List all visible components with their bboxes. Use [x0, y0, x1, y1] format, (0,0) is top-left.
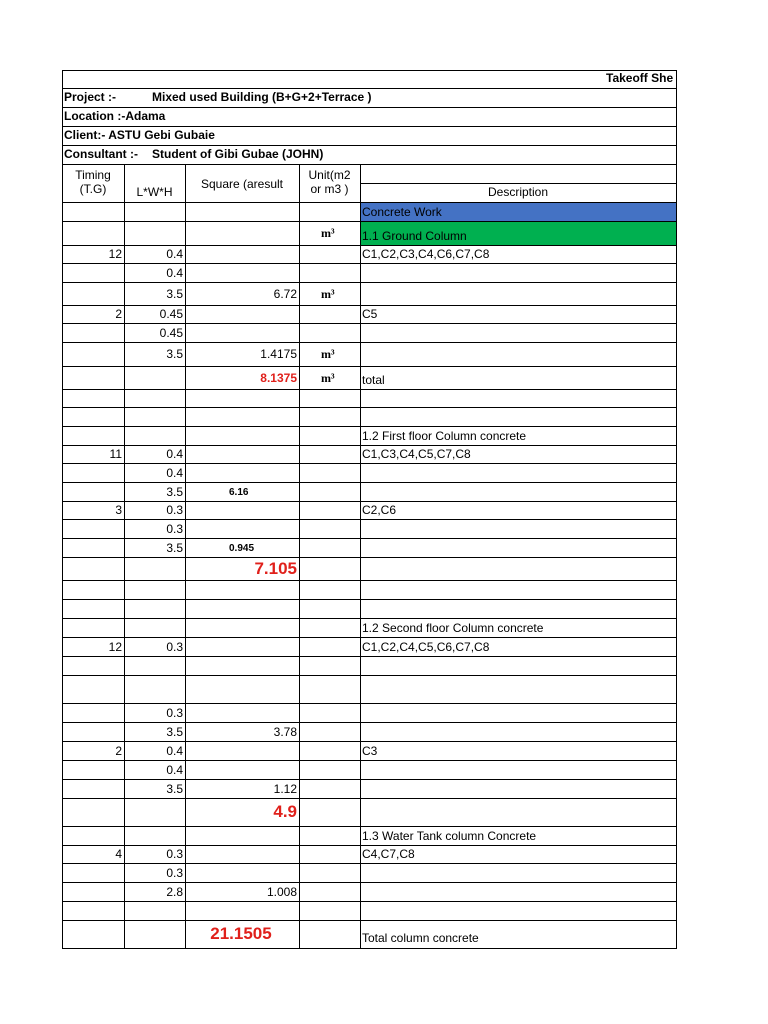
- square-cell: 1.008: [266, 884, 297, 899]
- description-cell: Concrete Work: [362, 204, 442, 219]
- timing-cell: 11: [109, 447, 122, 461]
- grid-hline: [62, 366, 676, 367]
- header-unit: Unit(m2 or m3 ): [308, 168, 351, 196]
- grid-hline: [62, 722, 676, 723]
- grid-hline: [62, 519, 676, 520]
- grid-hline: [62, 637, 676, 638]
- timing-cell: 4: [115, 847, 122, 861]
- square-cell: 7.105: [254, 558, 297, 578]
- grid-vline: [360, 164, 361, 949]
- grid-vline: [124, 164, 125, 949]
- lwh-cell: 0.4: [166, 265, 183, 280]
- square-cell: 1.12: [273, 781, 297, 796]
- timing-cell: 12: [108, 247, 122, 261]
- lwh-cell: 0.4: [166, 743, 183, 758]
- description-cell: 1.3 Water Tank column Concrete: [362, 828, 537, 843]
- lwh-cell: 2.8: [166, 884, 183, 899]
- grid-hline: [62, 221, 676, 222]
- grid-hline: [62, 826, 676, 827]
- grid-hline: [62, 920, 676, 921]
- grid-hline: [62, 263, 676, 264]
- grid-vline: [185, 164, 186, 949]
- lwh-cell: 3.5: [166, 347, 183, 361]
- square-cell: 6.16: [229, 486, 249, 498]
- grid-hline: [62, 202, 676, 203]
- square-cell: 3.78: [273, 724, 297, 739]
- project-value: Mixed used Building (B+G+2+Terrace ): [152, 90, 372, 104]
- grid-hline: [62, 426, 676, 427]
- unit-cell: m³: [321, 347, 335, 361]
- grid-hline: [62, 798, 676, 799]
- header-timing: Timing (T.G): [75, 168, 111, 196]
- grid-hline: [62, 538, 676, 539]
- grid-hline: [62, 445, 676, 446]
- grid-hline: [62, 389, 676, 390]
- header-square: Square (aresult: [200, 177, 284, 191]
- unit-cell: m³: [321, 226, 335, 240]
- description-cell: C2,C6: [362, 503, 397, 517]
- grid-hline: [62, 599, 676, 600]
- consultant-label: Consultant :-: [64, 147, 138, 161]
- lwh-cell: 3.5: [166, 286, 183, 301]
- lwh-cell: 3.5: [166, 484, 183, 499]
- location-text: Location :-Adama: [64, 109, 166, 123]
- grid-hline: [62, 482, 676, 483]
- grid-hline: [62, 245, 676, 246]
- lwh-cell: 0.4: [166, 465, 183, 480]
- grid-hline: [62, 948, 676, 949]
- grid-hline: [62, 463, 676, 464]
- description-header-rule: [360, 183, 676, 184]
- lwh-cell: 0.3: [166, 503, 183, 517]
- grid-hline: [62, 863, 676, 864]
- description-cell: 1.2 Second floor Column concrete: [362, 620, 544, 635]
- header-description: Description: [487, 185, 549, 199]
- grid-hline: [62, 282, 676, 283]
- lwh-cell: 0.3: [166, 521, 183, 536]
- grid-hline: [62, 882, 676, 883]
- lwh-cell: 3.5: [166, 540, 183, 555]
- lwh-cell: 0.3: [166, 639, 183, 654]
- grid-hline: [62, 323, 676, 324]
- unit-cell: m³: [321, 286, 335, 301]
- timing-cell: 2: [115, 307, 122, 321]
- lwh-cell: 0.3: [166, 705, 183, 720]
- grid-hline: [62, 779, 676, 780]
- lwh-cell: 0.45: [159, 325, 183, 340]
- grid-hline: [62, 845, 676, 846]
- square-cell: 6.72: [273, 286, 297, 301]
- grid-hline: [62, 88, 676, 89]
- grid-vline-right: [676, 70, 677, 949]
- grid-hline: [62, 107, 676, 108]
- lwh-cell: 0.3: [166, 847, 183, 861]
- grid-hline: [62, 557, 676, 558]
- project-label: Project :-: [64, 90, 117, 104]
- description-cell: C4,C7,C8: [362, 847, 415, 861]
- timing-cell: 3: [115, 503, 122, 517]
- grid-hline: [62, 741, 676, 742]
- consultant-value: Student of Gibi Gubae (JOHN): [152, 147, 324, 161]
- grid-hline: [62, 145, 676, 146]
- header-lwh: L*W*H: [136, 185, 173, 199]
- lwh-cell: 0.4: [166, 247, 183, 261]
- grid-hline: [62, 675, 676, 676]
- grid-hline: [62, 580, 676, 581]
- lwh-cell: 0.4: [166, 762, 183, 777]
- grid-hline: [62, 703, 676, 704]
- description-cell: C1,C2,C4,C5,C6,C7,C8: [362, 639, 490, 654]
- lwh-cell: 3.5: [166, 724, 183, 739]
- description-cell: 1.2 First floor Column concrete: [362, 428, 527, 443]
- grid-hline: [62, 760, 676, 761]
- lwh-cell: 0.4: [166, 447, 183, 461]
- description-cell: 1.1 Ground Column: [362, 229, 467, 243]
- square-cell: 4.9: [273, 802, 297, 821]
- lwh-cell: 0.3: [166, 865, 183, 880]
- sheet-title: Takeoff She: [606, 71, 674, 85]
- grid-hline: [62, 126, 676, 127]
- grid-hline: [62, 305, 676, 306]
- grid-vline: [299, 164, 300, 949]
- description-cell: Total column concrete: [362, 931, 479, 945]
- timing-cell: 12: [108, 639, 122, 654]
- lwh-cell: 3.5: [166, 781, 183, 796]
- grid-hline: [62, 618, 676, 619]
- lwh-cell: 0.45: [159, 307, 183, 321]
- description-cell: C1,C2,C3,C4,C6,C7,C8: [362, 247, 490, 261]
- description-cell: C5: [362, 307, 378, 321]
- grid-hline: [62, 501, 676, 502]
- grid-hline: [62, 407, 676, 408]
- description-cell: C3: [362, 743, 378, 758]
- grid-hline: [62, 656, 676, 657]
- square-cell: 0.945: [229, 542, 255, 554]
- timing-cell: 2: [115, 743, 122, 758]
- client-text: Client:- ASTU Gebi Gubaie: [64, 128, 215, 142]
- grid-hline: [62, 342, 676, 343]
- description-cell: C1,C3,C4,C5,C7,C8: [362, 447, 471, 461]
- unit-cell: m³: [321, 370, 335, 385]
- description-cell: total: [362, 373, 385, 387]
- square-cell: 8.1375: [260, 370, 297, 385]
- grid-hline: [62, 164, 676, 165]
- grid-hline: [62, 901, 676, 902]
- grid-hline: [62, 70, 676, 71]
- square-cell: 21.1505: [210, 924, 272, 943]
- square-cell: 1.4175: [260, 347, 297, 361]
